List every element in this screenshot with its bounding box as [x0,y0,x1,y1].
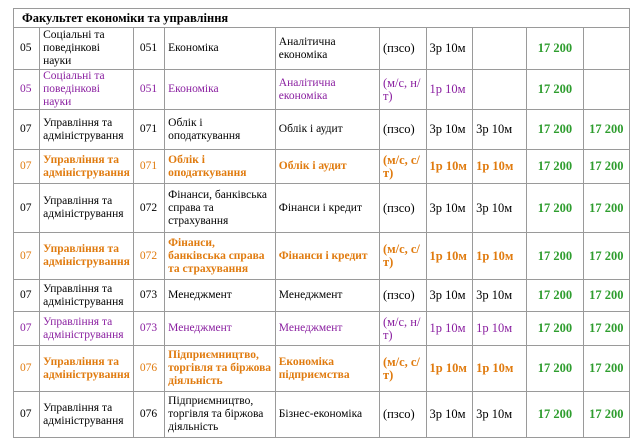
program-cell: Менеджмент [275,280,379,312]
specialty-code-cell: 051 [133,28,164,70]
term-cell-1: 1р 10м [426,70,473,110]
term-cell-1: 3р 10м [426,392,473,438]
program-cell: Бізнес-економіка [275,392,379,438]
study-mode-cell: (пзсо) [379,392,426,438]
faculty-title: Факультет економіки та управління [14,9,630,28]
field-code-cell: 07 [14,110,40,150]
table-row [14,233,630,280]
faculty-table-wrapper [13,8,630,438]
study-mode-cell: (пзсо) [379,110,426,150]
term-cell-2: 1р 10м [473,346,527,392]
study-mode-cell: (пзсо) [379,184,426,233]
field-code-cell: 07 [14,184,40,233]
specialty-name-cell: Підприємництво, торгівля та біржова діяльність [165,346,276,392]
field-name-cell: Соціальні та поведінкові науки [40,28,134,70]
term-cell-1: 3р 10м [426,28,473,70]
field-code-cell: 05 [14,70,40,110]
field-code-cell: 05 [14,28,40,70]
table-row [14,184,630,233]
specialty-code-cell: 076 [133,392,164,438]
term-cell-1: 1р 10м [426,312,473,346]
field-name-cell: Управління та адміністрування [40,233,134,280]
price-cell-1: 17 200 [527,392,583,438]
field-name-cell: Управління та адміністрування [40,392,134,438]
field-code-cell: 07 [14,392,40,438]
term-cell-2: 1р 10м [473,150,527,184]
term-cell-1: 3р 10м [426,110,473,150]
field-code-cell: 07 [14,150,40,184]
faculty-header-row [14,9,630,28]
term-cell-1: 1р 10м [426,150,473,184]
study-mode-cell: (м/с, с/т) [379,150,426,184]
term-cell-2: 1р 10м [473,233,527,280]
study-mode-cell: (пзсо) [379,28,426,70]
program-cell: Облік і аудит [275,110,379,150]
term-cell-1: 3р 10м [426,184,473,233]
specialty-code-cell: 073 [133,280,164,312]
study-mode-cell: (м/с, с/т) [379,233,426,280]
term-cell-2: 3р 10м [473,280,527,312]
program-cell: Фінанси і кредит [275,233,379,280]
term-cell-2: 3р 10м [473,184,527,233]
specialty-code-cell: 071 [133,110,164,150]
specialty-code-cell: 072 [133,184,164,233]
field-name-cell: Управління та адміністрування [40,184,134,233]
price-cell-1: 17 200 [527,150,583,184]
specialty-code-cell: 051 [133,70,164,110]
price-cell-2: 17 200 [583,233,629,280]
field-name-cell: Управління та адміністрування [40,110,134,150]
specialty-name-cell: Фінанси, банківська справа та страхування [165,233,276,280]
price-cell-1: 17 200 [527,346,583,392]
specialty-code-cell: 073 [133,312,164,346]
term-cell-1: 3р 10м [426,280,473,312]
program-cell: Фінанси і кредит [275,184,379,233]
table-row [14,392,630,438]
field-code-cell: 07 [14,280,40,312]
field-name-cell: Соціальні та поведінкові науки [40,70,134,110]
study-mode-cell: (м/с, с/т) [379,346,426,392]
program-cell: Менеджмент [275,312,379,346]
price-cell-2: 17 200 [583,280,629,312]
specialty-name-cell: Менеджмент [165,280,276,312]
term-cell-2: 3р 10м [473,110,527,150]
term-cell-1: 1р 10м [426,346,473,392]
specialty-name-cell: Економіка [165,28,276,70]
price-cell-2: 17 200 [583,110,629,150]
price-cell-2: 17 200 [583,150,629,184]
specialty-name-cell: Менеджмент [165,312,276,346]
price-cell-1: 17 200 [527,233,583,280]
price-cell-1: 17 200 [527,184,583,233]
term-cell-1: 1р 10м [426,233,473,280]
specialty-name-cell: Облік і оподаткування [165,110,276,150]
specialty-name-cell: Економіка [165,70,276,110]
price-cell-2: 17 200 [583,346,629,392]
field-name-cell: Управління та адміністрування [40,280,134,312]
field-name-cell: Управління та адміністрування [40,312,134,346]
table-row [14,312,630,346]
term-cell-2 [473,70,527,110]
price-cell-1: 17 200 [527,110,583,150]
specialty-name-cell: Облік і оподаткування [165,150,276,184]
price-cell-2 [583,28,629,70]
table-body [14,9,630,438]
table-row [14,110,630,150]
term-cell-2: 3р 10м [473,392,527,438]
table-row [14,150,630,184]
program-cell: Економіка підприємства [275,346,379,392]
term-cell-2: 1р 10м [473,312,527,346]
program-cell: Аналітична економіка [275,70,379,110]
specialty-name-cell: Фінанси, банківська справа та страхування [165,184,276,233]
price-cell-2 [583,70,629,110]
price-cell-2: 17 200 [583,184,629,233]
price-cell-1: 17 200 [527,28,583,70]
field-code-cell: 07 [14,312,40,346]
term-cell-2 [473,28,527,70]
table-row [14,28,630,70]
specialty-code-cell: 071 [133,150,164,184]
study-mode-cell: (м/с, н/т) [379,312,426,346]
field-name-cell: Управління та адміністрування [40,346,134,392]
faculty-table [13,8,630,438]
price-cell-2: 17 200 [583,312,629,346]
table-row [14,346,630,392]
specialty-code-cell: 072 [133,233,164,280]
table-row [14,70,630,110]
study-mode-cell: (пзсо) [379,280,426,312]
specialty-name-cell: Підприємництво, торгівля та біржова діяльність [165,392,276,438]
price-cell-1: 17 200 [527,312,583,346]
price-cell-2: 17 200 [583,392,629,438]
study-mode-cell: (м/с, н/т) [379,70,426,110]
table-row [14,280,630,312]
program-cell: Облік і аудит [275,150,379,184]
field-code-cell: 07 [14,233,40,280]
field-name-cell: Управління та адміністрування [40,150,134,184]
program-cell: Аналітична економіка [275,28,379,70]
price-cell-1: 17 200 [527,70,583,110]
specialty-code-cell: 076 [133,346,164,392]
field-code-cell: 07 [14,346,40,392]
price-cell-1: 17 200 [527,280,583,312]
